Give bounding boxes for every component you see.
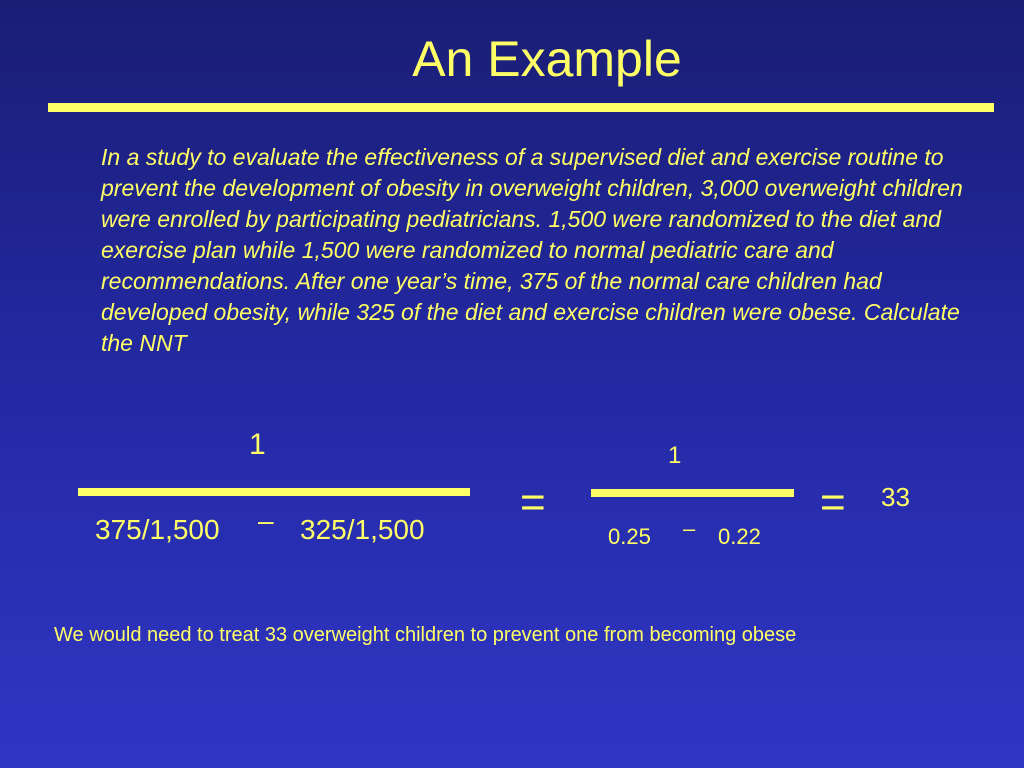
fraction2-denominator-left: 0.25	[608, 524, 651, 549]
problem-statement	[101, 142, 981, 359]
fraction1-numerator: 1	[249, 428, 266, 461]
fraction2-denominator-right: 0.22	[718, 524, 761, 549]
conclusion-text: We would need to treat 33 overweight children to prevent one from becoming obese	[54, 624, 797, 646]
fraction2-numerator: 1	[668, 442, 682, 469]
problem-text: In a study to evaluate the effectiveness of a supervised diet and exercise routine to prevent the development of obesity in overweight children, 3,000 overweight children were enrolled by participating pediatricians. 1,500 were randomized to the diet and exercise plan while 1,500 were randomized to normal pediatric care and recommendations. After one year’s time, 375 of the normal care children had developed obesity, while 325 of the diet and exercise children were obese. Calculate the NNT	[101, 144, 963, 356]
fraction2-bar	[591, 489, 794, 497]
fraction1-bar	[78, 488, 470, 496]
fraction1-denominator-right: 325/1,500	[300, 514, 425, 545]
fraction1-minus: –	[258, 505, 274, 536]
fraction2-minus: –	[683, 516, 696, 541]
fraction1-denominator-left: 375/1,500	[95, 514, 220, 545]
slide-title: An Example	[412, 31, 682, 87]
result-value: 33	[881, 482, 910, 512]
equals-sign-2: =	[820, 478, 846, 527]
title-underline	[48, 103, 994, 112]
equals-sign-1: =	[520, 478, 546, 527]
